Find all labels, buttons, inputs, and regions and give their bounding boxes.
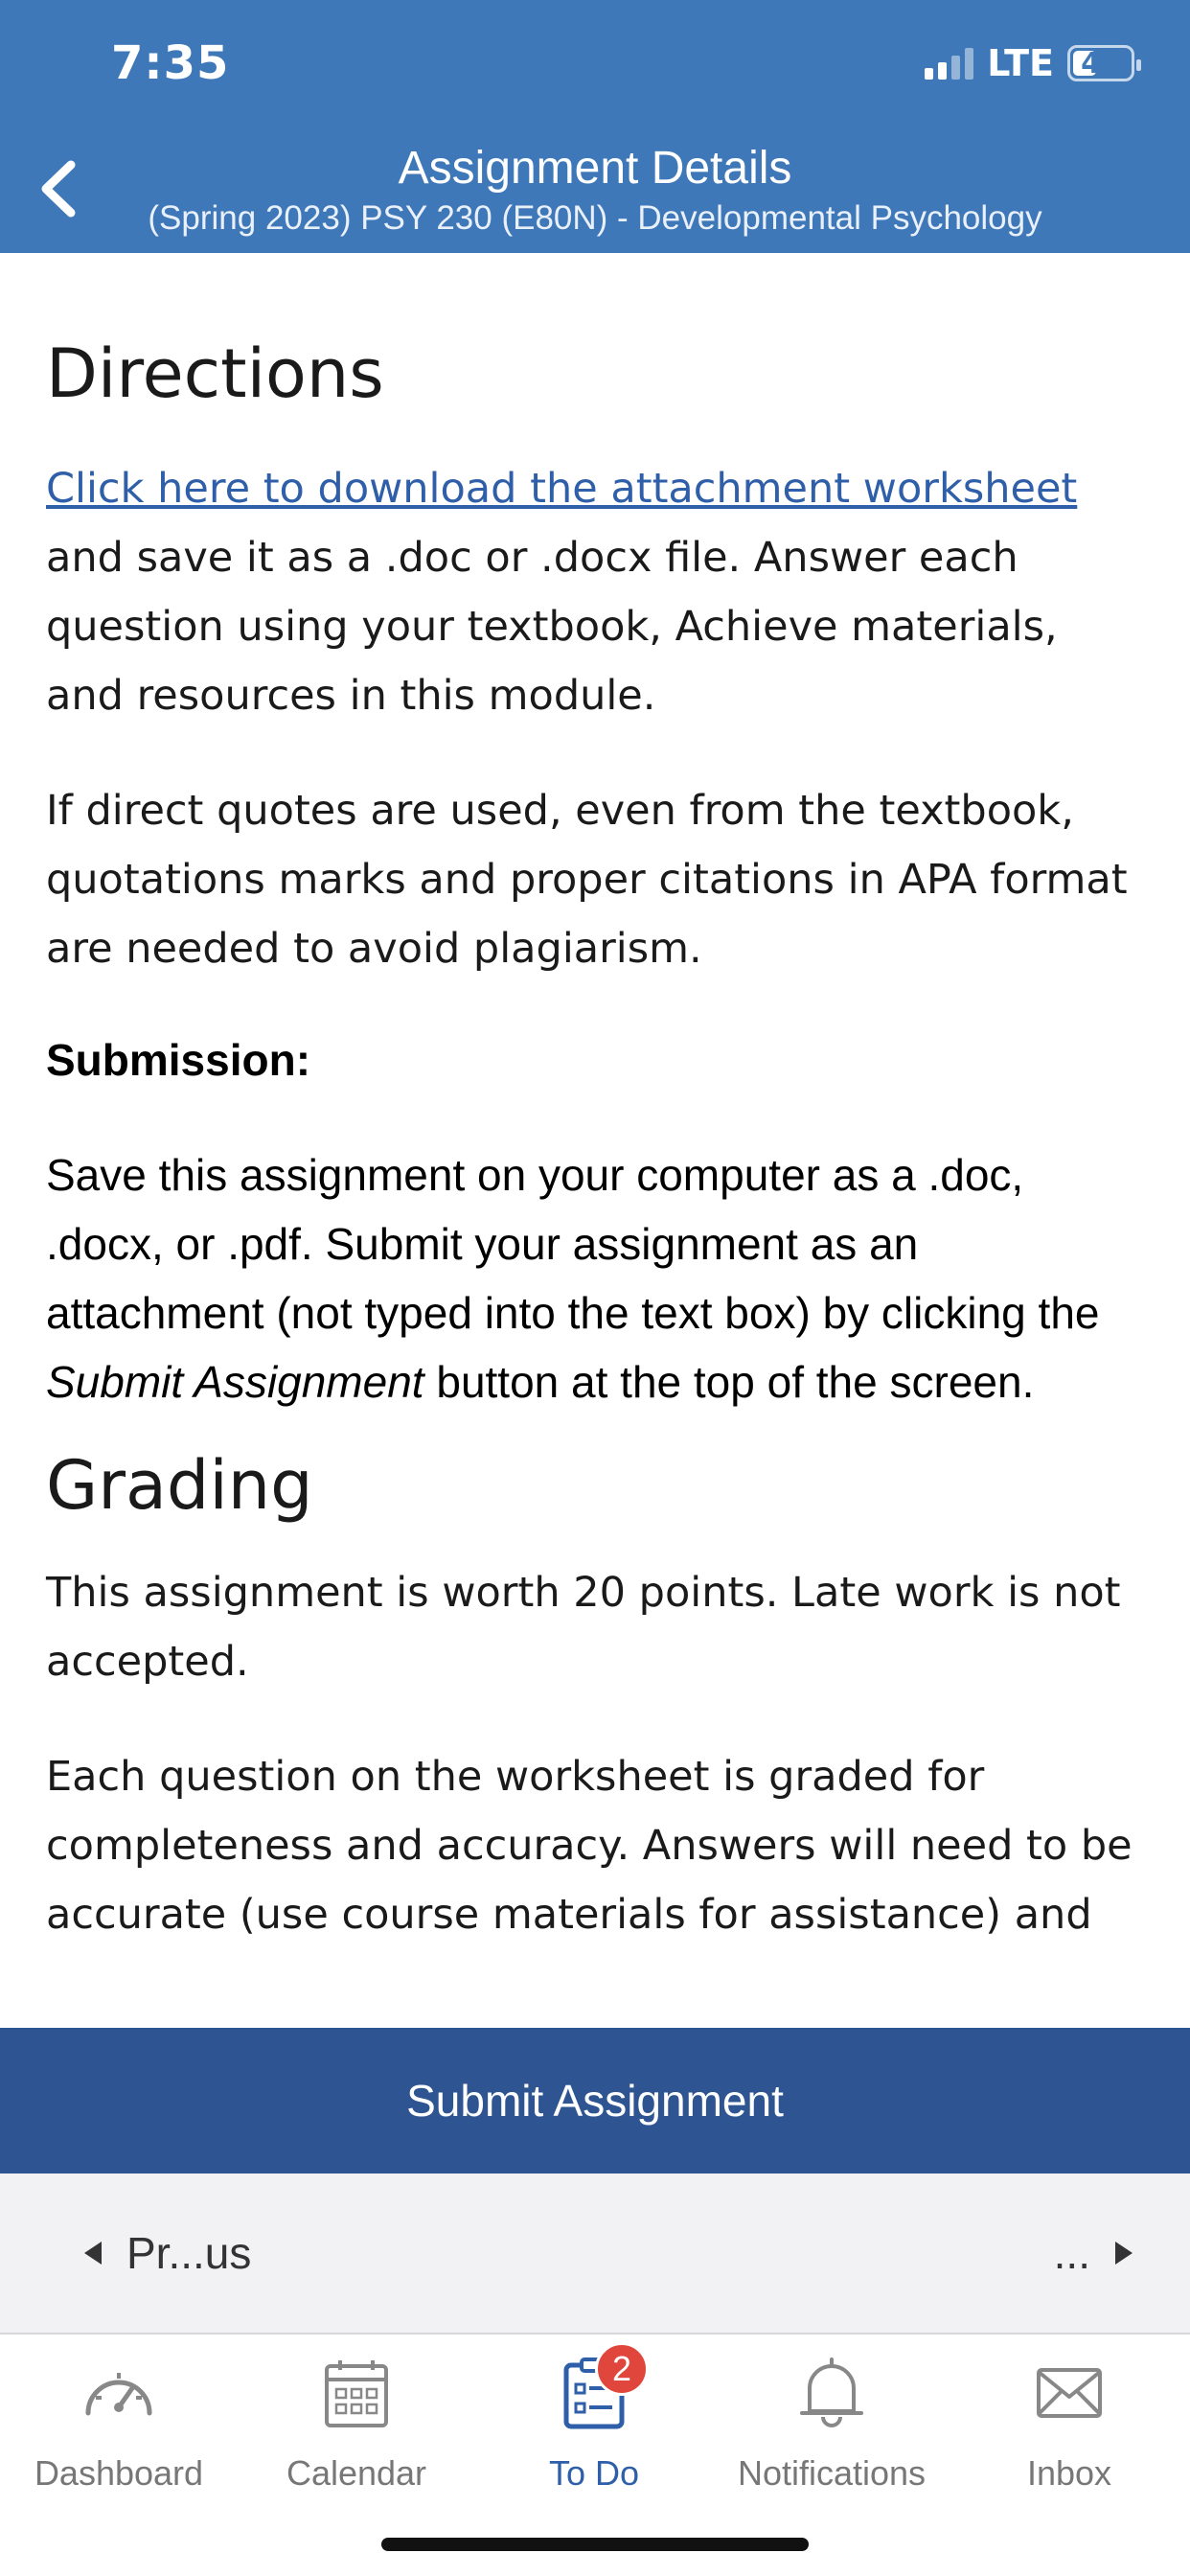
download-worksheet-link[interactable]: Click here to download the attachment worksheet — [46, 465, 1078, 513]
tab-todo[interactable] — [475, 2350, 713, 2494]
tab-notifications[interactable] — [713, 2350, 950, 2494]
status-time: 7:35 — [111, 36, 230, 90]
signal-icon — [925, 47, 973, 80]
envelope-icon — [1035, 2366, 1104, 2420]
tab-inbox[interactable] — [950, 2350, 1188, 2494]
next-label: ... — [1053, 2228, 1090, 2278]
tab-calendar-label: Calendar — [286, 2453, 427, 2493]
directions-heading: Directions — [46, 334, 384, 413]
submission-label: Submission: — [46, 1035, 311, 1085]
course-subtitle: (Spring 2023) PSY 230 (E80N) - Developmental Psychology — [148, 199, 1042, 237]
caret-left-icon — [82, 2240, 103, 2266]
submission-paragraph — [46, 1140, 1144, 1416]
submission-text-1: Save this assignment on your computer as a .doc, .docx, or .pdf. Submit your assignment as an attachment (not typed into the text box) by clicking the — [46, 1150, 1100, 1338]
status-indicators — [925, 42, 1134, 84]
previous-button[interactable] — [82, 2227, 251, 2279]
submit-assignment-button[interactable]: Submit Assignment — [0, 2028, 1190, 2174]
tab-inbox-label: Inbox — [1026, 2453, 1112, 2493]
previous-label: Pr...us — [126, 2228, 252, 2278]
submission-text-emphasis: Submit Assignment — [46, 1357, 424, 1407]
bell-icon — [798, 2356, 865, 2430]
todo-count-badge: 2 — [595, 2342, 649, 2396]
battery-level: 48 — [1081, 46, 1121, 80]
battery-icon — [1067, 45, 1134, 81]
home-indicator[interactable] — [381, 2538, 809, 2551]
tab-notifications-label: Notifications — [737, 2453, 927, 2493]
page-title: Assignment Details — [398, 143, 792, 194]
grading-criteria-paragraph: Each question on the worksheet is graded for completeness and accuracy. Answers will need to be accurate (use course materials for assistance) and — [46, 1753, 1133, 1939]
tab-dashboard[interactable] — [0, 2350, 238, 2494]
network-type: LTE — [987, 42, 1054, 84]
quotes-paragraph: If direct quotes are used, even from the textbook, quotations marks and proper citations in APA format are needed to avoid plagiarism. — [46, 787, 1128, 973]
calendar-icon — [323, 2357, 390, 2429]
caret-right-icon — [1113, 2240, 1134, 2266]
tab-dashboard-label: Dashboard — [34, 2453, 204, 2493]
dashboard-icon — [80, 2359, 157, 2426]
assignment-body — [46, 211, 1144, 1949]
tab-todo-label: To Do — [548, 2453, 640, 2493]
next-button[interactable] — [1054, 2227, 1134, 2279]
submission-text-2: button at the top of the screen. — [423, 1357, 1035, 1407]
grading-heading: Grading — [46, 1446, 313, 1525]
directions-paragraph — [46, 454, 1144, 730]
directions-text: and save it as a .doc or .docx file. Answer each question using your textbook, Achieve materials, and resources in this module. — [46, 534, 1058, 720]
grading-points-paragraph: This assignment is worth 20 points. Late work is not accepted. — [46, 1569, 1121, 1686]
tab-calendar[interactable] — [238, 2350, 475, 2494]
app-header — [0, 0, 1190, 253]
item-navigation-bar — [0, 2174, 1190, 2334]
